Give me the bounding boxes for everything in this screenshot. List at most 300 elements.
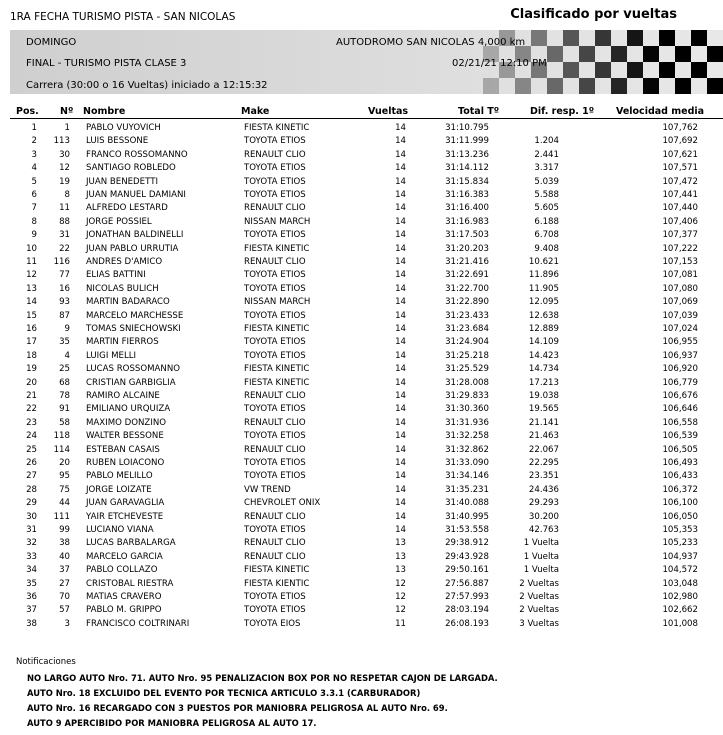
- total-time-cell: 31:21.416: [445, 257, 489, 267]
- make-cell: RENAULT CLIO: [244, 417, 306, 428]
- gap-cell: 14.109: [528, 337, 559, 348]
- driver-name-cell: MATIAS CRAVERO: [86, 592, 162, 602]
- make-cell: TOYOTA ETIOS: [244, 310, 306, 321]
- gap-cell: 6.708: [534, 230, 559, 241]
- avg-speed-cell: 107,441: [662, 190, 698, 200]
- table-row: [0, 283, 723, 296]
- gap-cell: 30.200: [528, 511, 559, 522]
- table-row: [0, 323, 723, 336]
- gap-cell: 5.588: [534, 190, 559, 200]
- avg-speed-cell: 107,377: [662, 230, 698, 241]
- pos-cell: 15: [26, 310, 37, 321]
- avg-speed-cell: 106,372: [662, 484, 698, 495]
- table-row: [0, 377, 723, 390]
- pos-cell: 24: [26, 431, 37, 442]
- avg-speed-cell: 106,050: [662, 511, 698, 522]
- laps-cell: 11: [395, 618, 406, 629]
- driver-name-cell: MARCELO GARCIA: [86, 551, 163, 562]
- laps-cell: 14: [395, 498, 406, 509]
- laps-cell: 14: [395, 270, 406, 281]
- make-cell: FIESTA KINETIC: [244, 565, 310, 576]
- driver-name-cell: PABLO VUYOVICH: [86, 123, 161, 133]
- header-divider: [10, 118, 723, 119]
- table-row: [0, 564, 723, 577]
- make-cell: FIESTA KINETIC: [244, 364, 310, 375]
- gap-cell: 11.905: [528, 283, 559, 294]
- total-time-cell: 29:50.161: [445, 565, 489, 576]
- avg-speed-cell: 107,692: [662, 136, 698, 147]
- notification-item: AUTO 9 APERCIBIDO POR MANIOBRA PELIGROSA AL AUTO 17.: [27, 718, 317, 728]
- avg-speed-cell: 106,937: [662, 350, 698, 361]
- total-time-cell: 31:32.862: [445, 444, 489, 455]
- gap-cell: 5.039: [534, 176, 559, 187]
- total-time-cell: 31:24.904: [445, 337, 489, 348]
- total-time-cell: 31:13.236: [445, 149, 489, 160]
- pos-cell: 34: [26, 565, 37, 576]
- banner-session: FINAL - TURISMO PISTA CLASE 3: [26, 58, 187, 69]
- make-cell: FIESTA KINETIC: [244, 243, 310, 254]
- gap-cell: 2 Vueltas: [519, 592, 559, 602]
- total-time-cell: 28:03.194: [445, 605, 489, 616]
- number-cell: 118: [53, 431, 70, 442]
- pos-cell: 6: [31, 190, 37, 200]
- pos-cell: 25: [26, 444, 37, 455]
- make-cell: TOYOTA ETIOS: [244, 592, 306, 602]
- total-time-cell: 31:14.112: [445, 163, 489, 174]
- number-cell: 70: [59, 592, 70, 602]
- driver-name-cell: JUAN GARAVAGLIA: [86, 498, 165, 509]
- gap-cell: 1 Vuelta: [523, 551, 559, 562]
- avg-speed-cell: 106,433: [662, 471, 698, 482]
- notification-item: AUTO Nro. 18 EXCLUIDO DEL EVENTO POR TECNICA ARTICULO 3.3.1 (CARBURADOR): [27, 688, 421, 698]
- driver-name-cell: LUCIANO VIANA: [86, 525, 154, 535]
- laps-cell: 14: [395, 230, 406, 241]
- notification-item: AUTO Nro. 16 RECARGADO CON 3 PUESTOS POR MANIOBRA PELIGROSA AL AUTO Nro. 69.: [27, 703, 448, 713]
- driver-name-cell: MARTIN FIERROS: [86, 337, 159, 348]
- table-row: [0, 537, 723, 550]
- number-cell: 58: [59, 417, 70, 428]
- avg-speed-cell: 107,440: [662, 203, 698, 214]
- total-time-cell: 31:20.203: [445, 243, 489, 254]
- gap-cell: 23.351: [528, 471, 559, 482]
- pos-cell: 11: [26, 257, 37, 267]
- table-row: [0, 216, 723, 229]
- table-row: [0, 310, 723, 323]
- make-cell: RENAULT CLIO: [244, 538, 306, 549]
- laps-cell: 14: [395, 337, 406, 348]
- driver-name-cell: CRISTIAN GARBIGLIA: [86, 377, 176, 388]
- number-cell: 11: [59, 203, 70, 214]
- gap-cell: 14.734: [528, 364, 559, 375]
- laps-cell: 14: [395, 525, 406, 535]
- laps-cell: 14: [395, 297, 406, 308]
- pos-cell: 37: [26, 605, 37, 616]
- laps-cell: 14: [395, 283, 406, 294]
- table-row: [0, 202, 723, 215]
- gap-cell: 12.889: [528, 324, 559, 334]
- make-cell: RENAULT CLIO: [244, 511, 306, 522]
- avg-speed-cell: 107,081: [662, 270, 698, 281]
- laps-cell: 13: [395, 565, 406, 576]
- make-cell: FIESTA KINETIC: [244, 123, 310, 133]
- gap-cell: 5.605: [534, 203, 559, 214]
- table-row: [0, 444, 723, 457]
- avg-speed-cell: 107,621: [662, 149, 698, 160]
- number-cell: 113: [53, 136, 70, 147]
- avg-speed-cell: 104,572: [662, 565, 698, 576]
- total-time-cell: 31:17.503: [445, 230, 489, 241]
- driver-name-cell: JORGE POSSIEL: [86, 216, 152, 227]
- table-row: [0, 457, 723, 470]
- driver-name-cell: FRANCO ROSSOMANNO: [86, 149, 188, 160]
- banner-circuit: AUTODROMO SAN NICOLAS 4,000 km: [336, 37, 526, 48]
- driver-name-cell: ALFREDO LESTARD: [86, 203, 168, 214]
- make-cell: NISSAN MARCH: [244, 297, 311, 308]
- number-cell: 44: [59, 498, 70, 509]
- pos-cell: 38: [26, 618, 37, 629]
- avg-speed-cell: 106,558: [662, 417, 698, 428]
- laps-cell: 14: [395, 417, 406, 428]
- driver-name-cell: ANDRES D'AMICO: [86, 257, 163, 267]
- avg-speed-cell: 105,353: [662, 525, 698, 535]
- col-make-header: Make: [241, 106, 270, 117]
- laps-cell: 12: [395, 592, 406, 602]
- number-cell: 78: [59, 391, 70, 401]
- report-title: Clasificado por vueltas: [510, 7, 677, 22]
- number-cell: 77: [59, 270, 70, 281]
- laps-cell: 14: [395, 350, 406, 361]
- pos-cell: 8: [31, 216, 37, 227]
- number-cell: 25: [59, 364, 70, 375]
- table-row: [0, 336, 723, 349]
- table-row: [0, 524, 723, 537]
- table-row: [0, 149, 723, 162]
- make-cell: TOYOTA ETIOS: [244, 431, 306, 442]
- banner-datetime: 02/21/21 12:10 PM: [452, 58, 547, 69]
- driver-name-cell: JUAN PABLO URRUTIA: [86, 243, 179, 254]
- make-cell: TOYOTA ETIOS: [244, 471, 306, 482]
- session-banner: [10, 30, 723, 94]
- col-total-header: Total Tº: [458, 106, 500, 117]
- table-row: [0, 229, 723, 242]
- gap-cell: 2.441: [534, 149, 559, 160]
- pos-cell: 21: [26, 391, 37, 401]
- make-cell: RENAULT CLIO: [244, 149, 306, 160]
- make-cell: TOYOTA ETIOS: [244, 163, 306, 174]
- total-time-cell: 31:28.008: [445, 377, 489, 388]
- col-laps-header: Vueltas: [368, 106, 409, 117]
- avg-speed-cell: 106,779: [662, 377, 698, 388]
- gap-cell: 2 Vueltas: [519, 578, 559, 589]
- avg-speed-cell: 106,646: [662, 404, 698, 415]
- laps-cell: 14: [395, 149, 406, 160]
- pos-cell: 18: [26, 350, 37, 361]
- total-time-cell: 31:40.995: [445, 511, 489, 522]
- number-cell: 27: [59, 578, 70, 589]
- col-pos-header: Pos.: [16, 106, 39, 117]
- number-cell: 88: [59, 216, 70, 227]
- pos-cell: 13: [26, 283, 37, 294]
- laps-cell: 14: [395, 458, 406, 468]
- total-time-cell: 31:35.231: [445, 484, 489, 495]
- avg-speed-cell: 107,222: [662, 243, 698, 254]
- gap-cell: 19.038: [528, 391, 559, 401]
- number-cell: 75: [59, 484, 70, 495]
- avg-speed-cell: 106,505: [662, 444, 698, 455]
- avg-speed-cell: 102,662: [662, 605, 698, 616]
- driver-name-cell: LUIGI MELLI: [86, 350, 137, 361]
- table-row: [0, 363, 723, 376]
- pos-cell: 2: [31, 136, 37, 147]
- driver-name-cell: RUBEN LOIACONO: [86, 458, 165, 468]
- driver-name-cell: SANTIAGO ROBLEDO: [86, 163, 176, 174]
- total-time-cell: 31:23.684: [445, 324, 489, 334]
- make-cell: RENAULT CLIO: [244, 444, 306, 455]
- table-row: [0, 470, 723, 483]
- col-speed-header: Velocidad media: [616, 106, 705, 117]
- driver-name-cell: PABLO COLLAZO: [86, 565, 158, 576]
- number-cell: 30: [59, 149, 70, 160]
- table-row: [0, 511, 723, 524]
- pos-cell: 35: [26, 578, 37, 589]
- number-cell: 8: [64, 190, 70, 200]
- pos-cell: 33: [26, 551, 37, 562]
- driver-name-cell: ELIAS BATTINI: [86, 270, 146, 281]
- avg-speed-cell: 107,080: [662, 283, 698, 294]
- gap-cell: 21.141: [528, 417, 559, 428]
- notification-item: NO LARGO AUTO Nro. 71. AUTO Nro. 95 PENALIZACION BOX POR NO RESPETAR CAJON DE LARGADA.: [27, 673, 498, 683]
- driver-name-cell: CRISTOBAL RIESTRA: [86, 578, 174, 589]
- table-row: [0, 122, 723, 135]
- gap-cell: 11.896: [528, 270, 559, 281]
- make-cell: TOYOTA ETIOS: [244, 190, 306, 200]
- gap-cell: 29.293: [528, 498, 559, 509]
- driver-name-cell: PABLO MELILLO: [86, 471, 153, 482]
- table-row: [0, 135, 723, 148]
- number-cell: 57: [59, 605, 70, 616]
- make-cell: TOYOTA ETIOS: [244, 176, 306, 187]
- gap-cell: 22.295: [528, 458, 559, 468]
- make-cell: TOYOTA ETIOS: [244, 283, 306, 294]
- number-cell: 12: [59, 163, 70, 174]
- driver-name-cell: WALTER BESSONE: [86, 431, 164, 442]
- table-row: [0, 390, 723, 403]
- laps-cell: 13: [395, 551, 406, 562]
- gap-cell: 1 Vuelta: [523, 538, 559, 549]
- table-row: [0, 430, 723, 443]
- laps-cell: 14: [395, 324, 406, 334]
- laps-cell: 12: [395, 605, 406, 616]
- pos-cell: 29: [26, 498, 37, 509]
- make-cell: TOYOTA ETIOS: [244, 458, 306, 468]
- gap-cell: 6.188: [534, 216, 559, 227]
- table-row: [0, 484, 723, 497]
- driver-name-cell: LUCAS BARBALARGA: [86, 538, 176, 549]
- avg-speed-cell: 102,980: [662, 592, 698, 602]
- driver-name-cell: MARCELO MARCHESSE: [86, 310, 184, 321]
- total-time-cell: 31:16.383: [445, 190, 489, 200]
- pos-cell: 31: [26, 525, 37, 535]
- total-time-cell: 29:38.912: [445, 538, 489, 549]
- number-cell: 87: [59, 310, 70, 321]
- laps-cell: 14: [395, 310, 406, 321]
- number-cell: 68: [59, 377, 70, 388]
- gap-cell: 12.095: [528, 297, 559, 308]
- make-cell: TOYOTA ETIOS: [244, 404, 306, 415]
- make-cell: TOYOTA ETIOS: [244, 350, 306, 361]
- avg-speed-cell: 107,762: [662, 123, 698, 133]
- gap-cell: 42.763: [528, 525, 559, 535]
- total-time-cell: 31:22.691: [445, 270, 489, 281]
- total-time-cell: 31:22.700: [445, 283, 489, 294]
- pos-cell: 5: [31, 176, 37, 187]
- driver-name-cell: JORGE LOIZATE: [86, 484, 152, 495]
- avg-speed-cell: 106,539: [662, 431, 698, 442]
- pos-cell: 32: [26, 538, 37, 549]
- make-cell: RENAULT CLIO: [244, 257, 306, 267]
- make-cell: TOYOTA ETIOS: [244, 337, 306, 348]
- avg-speed-cell: 105,233: [662, 538, 698, 549]
- laps-cell: 12: [395, 578, 406, 589]
- pos-cell: 10: [26, 243, 37, 254]
- driver-name-cell: ESTEBAN CASAIS: [86, 444, 160, 455]
- laps-cell: 14: [395, 377, 406, 388]
- table-row: [0, 269, 723, 282]
- laps-cell: 14: [395, 364, 406, 375]
- notifications-title: Notificaciones: [16, 657, 76, 667]
- table-row: [0, 256, 723, 269]
- gap-cell: 17.213: [528, 377, 559, 388]
- laps-cell: 14: [395, 136, 406, 147]
- number-cell: 37: [59, 565, 70, 576]
- make-cell: RENAULT CLIO: [244, 203, 306, 214]
- gap-cell: 1.204: [534, 136, 559, 147]
- make-cell: TOYOTA ETIOS: [244, 270, 306, 281]
- table-row: [0, 578, 723, 591]
- driver-name-cell: FRANCISCO COLTRINARI: [86, 618, 190, 629]
- number-cell: 22: [59, 243, 70, 254]
- make-cell: TOYOTA ETIOS: [244, 525, 306, 535]
- driver-name-cell: MAXIMO DONZINO: [86, 417, 167, 428]
- pos-cell: 14: [26, 297, 37, 308]
- avg-speed-cell: 107,069: [662, 297, 698, 308]
- total-time-cell: 31:25.529: [445, 364, 489, 375]
- total-time-cell: 31:23.433: [445, 310, 489, 321]
- table-row: [0, 551, 723, 564]
- number-cell: 91: [59, 404, 70, 415]
- total-time-cell: 31:16.983: [445, 216, 489, 227]
- avg-speed-cell: 106,955: [662, 337, 698, 348]
- avg-speed-cell: 107,039: [662, 310, 698, 321]
- driver-name-cell: RAMIRO ALCAINE: [86, 391, 160, 401]
- table-row: [0, 189, 723, 202]
- make-cell: FIESTA KINETIC: [244, 377, 310, 388]
- total-time-cell: 29:43.928: [445, 551, 489, 562]
- make-cell: TOYOTA ETIOS: [244, 605, 306, 616]
- number-cell: 16: [59, 283, 70, 294]
- avg-speed-cell: 107,472: [662, 176, 698, 187]
- make-cell: NISSAN MARCH: [244, 216, 311, 227]
- total-time-cell: 31:16.400: [445, 203, 489, 214]
- total-time-cell: 27:56.887: [445, 578, 489, 589]
- make-cell: RENAULT CLIO: [244, 551, 306, 562]
- driver-name-cell: TOMAS SNIECHOWSKI: [86, 324, 181, 334]
- table-row: [0, 403, 723, 416]
- number-cell: 93: [59, 297, 70, 308]
- make-cell: VW TREND: [244, 484, 291, 495]
- gap-cell: 3 Vueltas: [519, 618, 559, 629]
- driver-name-cell: LUIS BESSONE: [86, 136, 149, 147]
- make-cell: FIESTA KINETIC: [244, 324, 310, 334]
- driver-name-cell: NICOLAS BULICH: [86, 283, 159, 294]
- pos-cell: 4: [31, 163, 37, 174]
- laps-cell: 14: [395, 257, 406, 267]
- total-time-cell: 31:10.795: [445, 123, 489, 133]
- pos-cell: 30: [26, 511, 37, 522]
- laps-cell: 13: [395, 538, 406, 549]
- total-time-cell: 31:32.258: [445, 431, 489, 442]
- notifications-list: [27, 671, 498, 731]
- table-row: [0, 176, 723, 189]
- number-cell: 20: [59, 458, 70, 468]
- avg-speed-cell: 104,937: [662, 551, 698, 562]
- driver-name-cell: LUCAS ROSSOMANNO: [86, 364, 181, 375]
- pos-cell: 1: [31, 123, 37, 133]
- laps-cell: 14: [395, 511, 406, 522]
- gap-cell: 14.423: [528, 350, 559, 361]
- pos-cell: 3: [31, 149, 37, 160]
- make-cell: RENAULT CLIO: [244, 391, 306, 401]
- total-time-cell: 31:30.360: [445, 404, 489, 415]
- avg-speed-cell: 107,406: [662, 216, 698, 227]
- banner-race-info: Carrera (30:00 o 16 Vueltas) iniciado a 12:15:32: [26, 80, 268, 91]
- pos-cell: 9: [31, 230, 37, 241]
- banner-day: DOMINGO: [26, 37, 77, 48]
- make-cell: FIESTA KIENTIC: [244, 578, 310, 589]
- driver-name-cell: JUAN BENEDETTI: [86, 176, 158, 187]
- number-cell: 111: [53, 511, 70, 522]
- total-time-cell: 27:57.993: [445, 592, 489, 602]
- table-row: [0, 604, 723, 617]
- pos-cell: 22: [26, 404, 37, 415]
- make-cell: TOYOTA ETIOS: [244, 230, 306, 241]
- event-title: 1RA FECHA TURISMO PISTA - SAN NICOLAS: [10, 11, 236, 23]
- driver-name-cell: MARTIN BADARACO: [86, 297, 170, 308]
- table-row: [0, 350, 723, 363]
- table-row: [0, 417, 723, 430]
- avg-speed-cell: 106,920: [662, 364, 698, 375]
- number-cell: 40: [59, 551, 70, 562]
- col-name-header: Nombre: [83, 106, 126, 117]
- number-cell: 116: [53, 257, 70, 267]
- number-cell: 99: [59, 525, 70, 535]
- pos-cell: 23: [26, 417, 37, 428]
- gap-cell: 2 Vueltas: [519, 605, 559, 616]
- table-row: [0, 243, 723, 256]
- laps-cell: 14: [395, 123, 406, 133]
- laps-cell: 14: [395, 404, 406, 415]
- total-time-cell: 31:34.146: [445, 471, 489, 482]
- make-cell: CHEVROLET ONIX: [244, 498, 321, 509]
- total-time-cell: 31:31.936: [445, 417, 489, 428]
- number-cell: 4: [64, 350, 70, 361]
- avg-speed-cell: 107,571: [662, 163, 698, 174]
- laps-cell: 14: [395, 391, 406, 401]
- gap-cell: 12.638: [528, 310, 559, 321]
- pos-cell: 19: [26, 364, 37, 375]
- gap-cell: 22.067: [528, 444, 559, 455]
- total-time-cell: 31:22.890: [445, 297, 489, 308]
